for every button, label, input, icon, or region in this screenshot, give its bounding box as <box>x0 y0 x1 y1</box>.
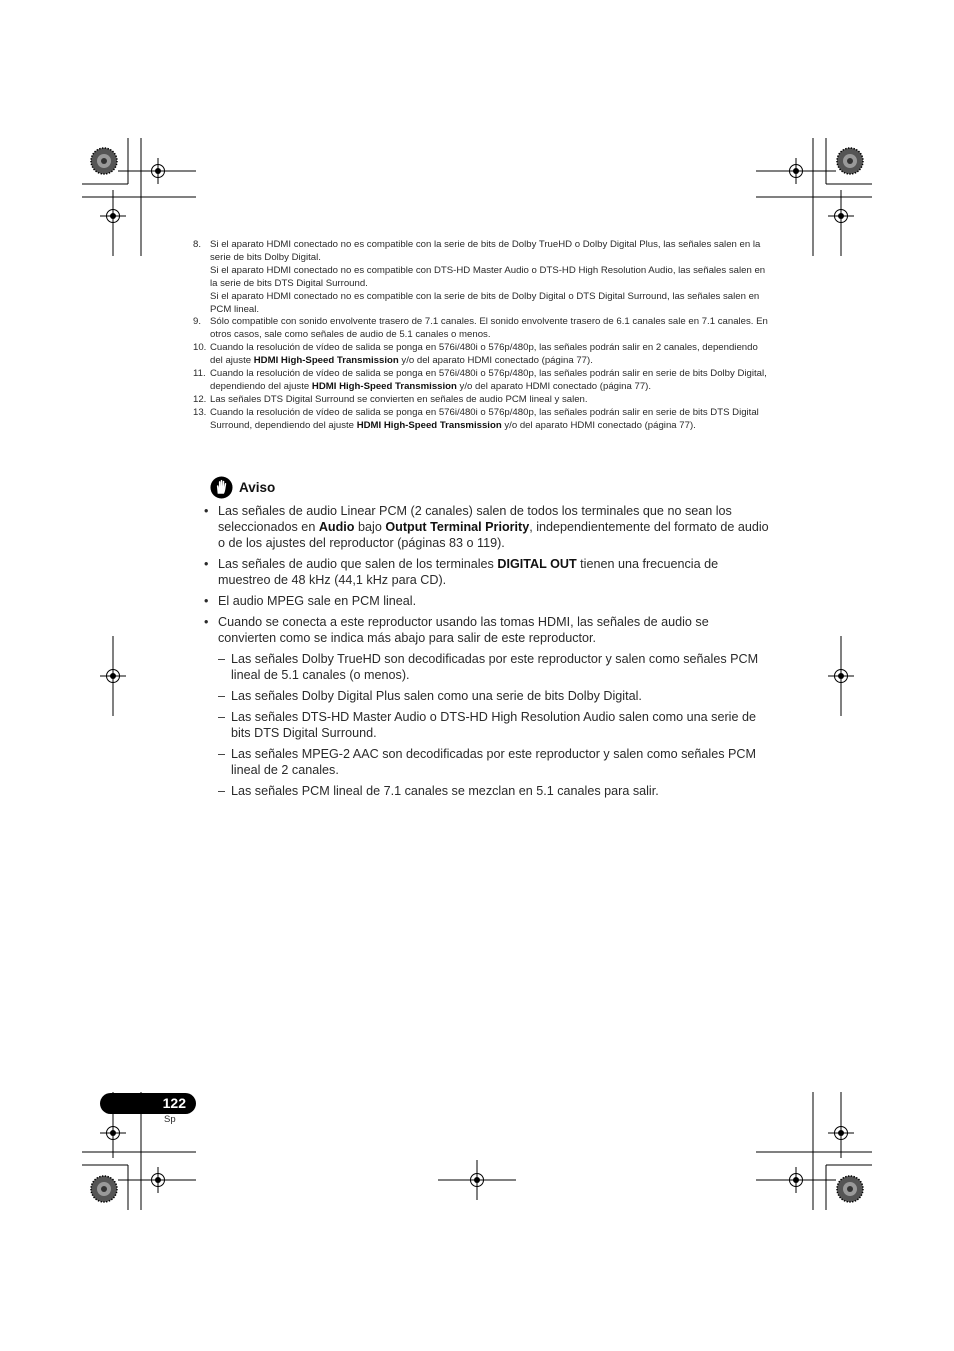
sub-list-item-text: Las señales PCM lineal de 7.1 canales se mezclan en 5.1 canales para salir. <box>231 783 659 798</box>
caution-hand-icon <box>210 476 233 499</box>
footnote-text: Sólo compatible con sonido envolvente trasero de 7.1 canales. El sonido envolvente trasero de 6.1 canales sale en 7.1 canales. En otros casos, sale como señales de audio de 5.1 canales o menos. <box>210 316 768 341</box>
sub-list-item <box>218 651 770 683</box>
setting-name: HDMI High-Speed Transmission <box>356 419 502 431</box>
dash-point: – <box>218 709 226 724</box>
dash-point: – <box>218 783 226 798</box>
menu-name: Audio <box>318 520 355 535</box>
list-item <box>204 556 770 588</box>
list-item <box>204 503 770 552</box>
setting-name: Output Terminal Priority <box>385 520 530 535</box>
footnote-text: Cuando la resolución de vídeo de salida se ponga en 576i/480i o 576p/480p, las señales podrán salir en serie de bits Dolby Digital, dependiendo del ajuste <box>210 368 767 392</box>
bullet-point: • <box>204 615 209 629</box>
registration-mark-middle-left <box>100 636 126 716</box>
aviso-title: Aviso <box>239 480 276 495</box>
footnote-text: Las señales DTS Digital Surround se convierten en señales de audio PCM lineal y salen. <box>210 393 588 405</box>
sub-list-item <box>218 709 770 741</box>
sub-list-item <box>218 783 770 799</box>
footnote-text: Cuando la resolución de vídeo de salida se ponga en 576i/480i o 576p/480p, las señales podrán salir en serie de bits DTS Digital Surround, dependiendo del ajuste <box>210 406 759 431</box>
footnote-text: y/o del aparato HDMI conectado (página 77). <box>501 419 696 431</box>
list-item-text: El audio MPEG sale en PCM lineal. <box>218 594 417 609</box>
dash-point: – <box>218 689 226 703</box>
footnote-text: y/o del aparato HDMI conectado (página 77). <box>456 380 652 392</box>
aviso-heading <box>210 476 275 499</box>
sub-list-item-text: Las señales DTS-HD Master Audio o DTS-HD High Resolution Audio salen como una serie de bits DTS Digital Surround. <box>231 709 756 740</box>
registration-mark-bottom-right <box>756 1092 872 1210</box>
list-item-text: tienen una frecuencia de muestreo de 48 kHz (44,1 kHz para CD). <box>218 557 719 588</box>
registration-mark-bottom-center <box>438 1160 516 1200</box>
footnotes <box>193 239 768 433</box>
sub-list-item <box>218 688 770 704</box>
footnote-text: Si el aparato HDMI conectado no es compatible con la serie de bits de Dolby Digital o DTS Digital Surround, las señales salen en PCM lineal. <box>210 290 760 315</box>
sub-list-item-text: Las señales Dolby TrueHD son decodificadas por este reproductor y salen como señales PCM lineal de 5.1 canales (o menos). <box>231 652 759 683</box>
list-item-text: Las señales de audio que salen de los terminales <box>218 557 498 572</box>
setting-name: HDMI High-Speed Transmission <box>253 355 399 367</box>
bullet-point: • <box>204 504 209 518</box>
bullet-point: • <box>204 594 209 609</box>
page-language: Sp <box>164 1114 176 1125</box>
footnote-text: Si el aparato HDMI conectado no es compatible con DTS-HD Master Audio o DTS-HD High Resolution Audio, las señales salen en la serie de bits DTS Digital Surround. <box>210 264 766 289</box>
footnote-11 <box>193 368 768 394</box>
page-number: 122 <box>162 1095 186 1111</box>
registration-mark-middle-right <box>828 636 854 716</box>
setting-name: HDMI High-Speed Transmission <box>311 380 457 392</box>
footnote-9 <box>193 316 768 342</box>
sub-list-item <box>218 746 770 778</box>
footnote-number: 9. <box>193 316 202 328</box>
bullet-point: • <box>204 557 209 572</box>
footnote-text: Si el aparato HDMI conectado no es compatible con la serie de bits de Dolby TrueHD o Dolby Digital Plus, las señales salen en la serie de bits Dolby Digital. <box>210 239 761 263</box>
list-item-text: Cuando se conecta a este reproductor usando las tomas HDMI, las señales de audio se convierten como se indica más abajo para salir de este reproductor. <box>218 615 709 646</box>
footnote-8 <box>193 239 768 316</box>
sub-list-item-text: Las señales Dolby Digital Plus salen como una serie de bits Dolby Digital. <box>231 689 642 703</box>
footnote-10 <box>193 342 768 368</box>
page-number-badge <box>100 1093 196 1114</box>
dash-point: – <box>218 652 226 666</box>
list-item <box>204 614 770 646</box>
list-item-text: Las señales de audio Linear PCM (2 canales) salen de todos los terminales que no sean los seleccionados en <box>218 504 732 535</box>
registration-mark-top-left <box>82 138 196 256</box>
footnote-13 <box>193 407 768 433</box>
registration-mark-top-right <box>756 138 872 256</box>
footnote-number: 12. <box>193 393 207 405</box>
dash-point: – <box>218 746 226 761</box>
list-item-text: bajo <box>354 520 386 535</box>
footnote-text: y/o del aparato HDMI conectado (página 77). <box>398 355 593 367</box>
footnote-text: Cuando la resolución de vídeo de salida se ponga en 576i/480i o 576p/480p, las señales podrán salir en 2 canales, dependiendo del ajuste <box>210 342 758 367</box>
footnote-number: 10. <box>193 342 207 354</box>
footnote-12 <box>193 394 768 407</box>
aviso-list <box>204 503 770 804</box>
footnote-number: 8. <box>193 239 202 250</box>
list-item-text: , independientemente del formato de audio o de los ajustes del reproductor (páginas 83 o 119). <box>218 520 769 551</box>
sub-list-item-text: Las señales MPEG-2 AAC son decodificadas por este reproductor y salen como señales PCM lineal de 2 canales. <box>231 746 757 777</box>
footnote-number: 13. <box>193 406 207 418</box>
footnote-number: 11. <box>193 368 206 380</box>
terminal-name: DIGITAL OUT <box>497 557 577 572</box>
list-item <box>204 593 770 609</box>
